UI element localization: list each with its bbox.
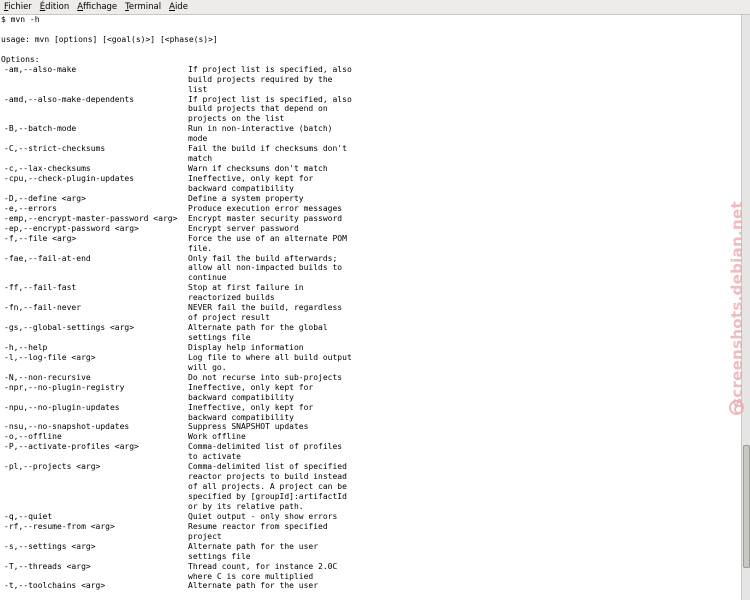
terminal-line [1, 183, 294, 194]
option-description: Resume reactor from specified [188, 521, 328, 531]
option-description: Work offline [188, 432, 246, 442]
option-flag: -h,--help [4, 342, 48, 352]
terminal-line [1, 144, 347, 154]
option-description: Produce execution error messages [188, 203, 343, 213]
menu-item[interactable] [73, 0, 121, 14]
terminal-line [1, 134, 218, 144]
terminal-line [1, 114, 285, 124]
terminal-text: $ mvn -h [1, 15, 40, 24]
option-description: file. [188, 243, 213, 253]
terminal-line [1, 244, 218, 254]
option-description: or by its relative path. [188, 501, 304, 511]
option-flag: -P,--activate-profiles <arg> [4, 442, 139, 452]
terminal-line [1, 352, 352, 363]
menu-item[interactable] [36, 0, 73, 14]
terminal-line [1, 124, 333, 134]
terminal-line [1, 303, 343, 313]
option-flag: -o,--offline [4, 432, 62, 442]
terminal-line [1, 452, 241, 462]
option-flag: -rf,--resume-from <arg> [4, 521, 115, 531]
option-flag: -T,--threads <arg> [4, 561, 91, 571]
terminal-line [1, 263, 343, 273]
menu-label: erminal [128, 2, 162, 12]
option-description: settings file [188, 551, 251, 561]
option-description: Stop at first failure in [188, 283, 304, 293]
terminal-lines [1, 15, 352, 591]
option-description: Ineffective, only kept for [188, 382, 314, 392]
terminal-line [1, 492, 347, 502]
option-flag: -pl,--projects <arg> [4, 462, 101, 472]
option-description: will go. [188, 362, 227, 372]
terminal-line [1, 362, 227, 373]
terminal-line [1, 581, 319, 591]
menu-label: ide [174, 2, 188, 12]
terminal-line [1, 551, 251, 562]
terminal-line [1, 64, 352, 75]
option-flag: -e,--errors [4, 203, 57, 213]
terminal-line [1, 25, 218, 35]
option-description: backward compatibility [188, 183, 294, 193]
option-description: Fail the build if checksums don't [188, 144, 347, 154]
watermark [722, 185, 750, 425]
option-description: settings file [188, 333, 251, 342]
terminal-line [1, 342, 304, 353]
terminal-line [1, 541, 319, 552]
option-description: Display help information [188, 342, 304, 352]
option-description: reactor projects to build instead [188, 472, 347, 482]
option-flag: -fn,--fail-never [4, 303, 82, 313]
option-description: projects on the list [188, 114, 285, 124]
menu-mnemonic: É [39, 2, 46, 12]
terminal-line [1, 472, 347, 482]
option-description: list [188, 84, 208, 94]
option-description: build projects required by the [188, 74, 333, 84]
terminal-text: usage: mvn [options] [<goal(s)>] [<phase(s)>] [1, 34, 218, 44]
option-description: allow all non-impacted builds to [188, 263, 343, 273]
terminal-line [1, 511, 338, 522]
terminal-line [1, 55, 218, 65]
option-flag: -q,--quiet [4, 511, 53, 521]
terminal-line [1, 561, 338, 572]
option-description: Ineffective, only kept for [188, 174, 314, 183]
menu-mnemonic: T [125, 2, 129, 12]
option-description: Suppress SNAPSHOT updates [188, 422, 309, 432]
terminal-line [1, 35, 218, 45]
option-flag: -amd,--also-make-dependents [4, 94, 135, 104]
terminal-line [1, 333, 251, 343]
terminal-line [1, 402, 314, 413]
option-flag: -f,--file <arg> [4, 233, 77, 243]
menu-label: dition [45, 2, 70, 12]
option-flag: -ff,--fail-fast [4, 283, 77, 293]
option-description: backward compatibility [188, 412, 294, 422]
terminal-line [1, 382, 314, 393]
terminal-line [1, 174, 314, 184]
terminal-line [1, 223, 299, 234]
terminal-line [1, 313, 270, 323]
option-flag: -c,--lax-checksums [4, 164, 91, 174]
option-description: where C is core multiplied [188, 571, 314, 581]
menu-label: ffichage [83, 2, 118, 12]
option-flag: -cpu,--check-plugin-updates [4, 174, 135, 183]
option-flag: -nsu,--no-snapshot-updates [4, 422, 130, 432]
terminal-line [1, 482, 347, 492]
option-description: Run in non-interactive (batch) [188, 124, 333, 134]
option-description: Alternate path for the user [188, 581, 319, 591]
option-description: If project list is specified, also [188, 94, 352, 104]
option-flag: -D,--define <arg> [4, 193, 86, 203]
option-description: Do not recurse into sub-projects [188, 372, 343, 382]
option-description: specified by [groupId]:artifactId [188, 492, 347, 501]
option-flag: -emp,--encrypt-master-password <arg> [4, 213, 178, 223]
terminal-line [1, 462, 347, 472]
scrollbar-thumb[interactable] [743, 445, 750, 568]
terminal-output[interactable] [0, 15, 741, 600]
option-description: Force the use of an alternate POM [188, 233, 347, 243]
menu-mnemonic: A [77, 2, 84, 12]
terminal-line [1, 442, 343, 452]
terminal-line [1, 203, 343, 214]
option-description: Alternate path for the user [188, 541, 319, 551]
option-description: Comma-delimited list of specified [188, 462, 347, 472]
terminal-line [1, 213, 343, 224]
terminal-line [1, 392, 294, 403]
terminal-line [1, 273, 227, 283]
terminal-line [1, 283, 304, 293]
terminal-line [1, 233, 347, 244]
option-description: Quiet output - only show errors [188, 511, 338, 521]
menu-item[interactable] [121, 0, 165, 14]
option-flag: -t,--toolchains <arg> [4, 581, 106, 591]
terminal-line [1, 15, 218, 25]
terminal-line [1, 94, 352, 105]
terminal-line [1, 571, 314, 582]
terminal-line [1, 372, 343, 383]
option-description: Comma-delimited list of profiles [188, 442, 343, 452]
option-flag: -ep,--encrypt-password <arg> [4, 223, 139, 233]
terminal-line [1, 521, 328, 532]
option-description: Warn if checksums don't match [188, 164, 328, 174]
terminal-line [1, 501, 304, 512]
option-description: match [188, 154, 213, 164]
option-description: of all projects. A project can be [188, 482, 347, 492]
option-flag: -am,--also-make [4, 64, 77, 74]
option-description: project [188, 531, 222, 541]
option-description: backward compatibility [188, 392, 294, 402]
terminal-text: Options: [1, 54, 40, 64]
option-description: continue [188, 273, 227, 283]
terminal-line [1, 154, 218, 164]
terminal-line [1, 412, 294, 423]
terminal-line [1, 74, 333, 85]
option-flag: -l,--log-file <arg> [4, 352, 96, 362]
option-description: Ineffective, only kept for [188, 402, 314, 412]
option-flag: -npr,--no-plugin-registry [4, 382, 125, 392]
option-description: Alternate path for the global [188, 323, 328, 333]
option-description: Define a system property [188, 193, 304, 203]
option-flag: -N,--non-recursive [4, 372, 91, 382]
terminal-line [1, 193, 304, 204]
option-description: Thread count, for instance 2.0C [188, 561, 338, 571]
terminal-line [1, 253, 338, 264]
menu-bar [0, 0, 750, 15]
menu-mnemonic: A [169, 2, 175, 12]
option-flag: -C,--strict-checksums [4, 144, 106, 154]
terminal-line [1, 164, 328, 174]
option-flag: -s,--settings <arg> [4, 541, 96, 551]
menu-item[interactable] [0, 0, 36, 14]
terminal-line [1, 104, 328, 114]
option-description: Encrypt master security password [188, 213, 343, 223]
terminal-line [1, 531, 222, 542]
terminal-line [1, 45, 218, 55]
debian-swirl-icon [729, 400, 744, 415]
option-flag: -B,--batch-mode [4, 124, 77, 134]
terminal-line [1, 432, 246, 442]
option-description: reactorized builds [188, 293, 275, 303]
option-description: Only fail the build afterwards; [188, 253, 338, 263]
option-description: Log file to where all build output [188, 352, 352, 362]
terminal-line [1, 85, 218, 95]
option-description: to activate [188, 452, 241, 462]
watermark-text: screenshots.debian.net [728, 201, 746, 407]
menu-item[interactable] [165, 0, 192, 14]
option-description: If project list is specified, also [188, 64, 352, 74]
option-description: NEVER fail the build, regardless [188, 303, 343, 313]
option-description: of project result [188, 313, 270, 323]
option-description: Encrypt server password [188, 223, 299, 233]
terminal-line [1, 293, 275, 303]
menu-label: ichier [8, 2, 32, 12]
terminal-line [1, 323, 328, 333]
option-description: mode [188, 134, 208, 144]
menu-mnemonic: F [4, 2, 9, 12]
option-flag: -npu,--no-plugin-updates [4, 402, 120, 412]
terminal-line [1, 422, 309, 432]
option-flag: -fae,--fail-at-end [4, 253, 91, 263]
option-flag: -gs,--global-settings <arg> [4, 323, 135, 333]
option-description: build projects that depend on [188, 104, 328, 114]
